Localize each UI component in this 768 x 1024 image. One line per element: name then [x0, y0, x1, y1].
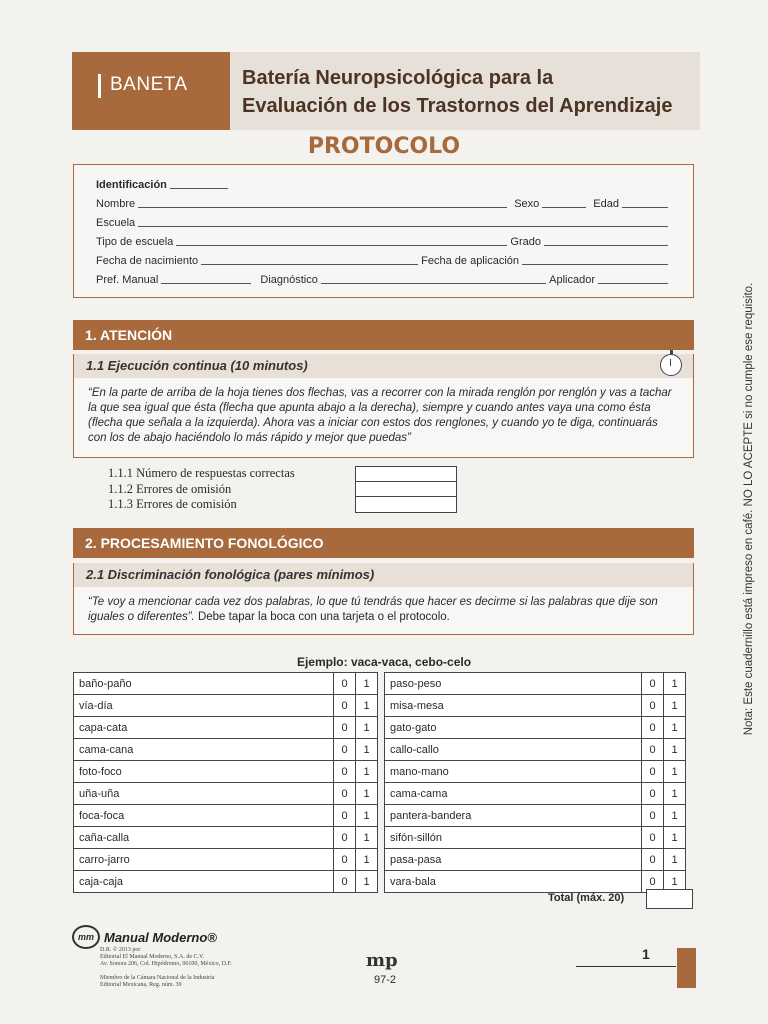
document-title: [242, 64, 673, 120]
sexo-label: Sexo: [514, 198, 540, 210]
score-1-cell[interactable]: 1: [664, 739, 686, 761]
edad-field[interactable]: [622, 207, 668, 208]
section-1-header: 1. ATENCIÓN: [73, 320, 694, 350]
logo-mark-icon: mm: [72, 925, 100, 949]
pair-row: [385, 805, 686, 827]
pair-row: [385, 695, 686, 717]
nombre-field[interactable]: [138, 207, 507, 208]
word-pair: caña-calla: [74, 827, 334, 849]
word-pair: baño-paño: [74, 673, 334, 695]
pair-row: [385, 849, 686, 871]
score-0-cell[interactable]: 0: [642, 761, 664, 783]
score-1-cell[interactable]: 1: [664, 673, 686, 695]
result-omission-box[interactable]: [355, 482, 457, 498]
pair-row: [74, 827, 378, 849]
pair-row: [385, 673, 686, 695]
pair-row: [385, 827, 686, 849]
pair-row: [74, 783, 378, 805]
tipo-escuela-label: Tipo de escuela: [96, 236, 174, 248]
score-1-cell[interactable]: 1: [356, 673, 378, 695]
pub-line: Editorial El Manual Moderno, S.A. de C.V.: [100, 954, 205, 960]
result-correct-box[interactable]: [355, 466, 457, 482]
publisher-info: [100, 947, 232, 989]
word-pair: pasa-pasa: [385, 849, 642, 871]
section-2-instruction-note: Debe tapar la boca con una tarjeta o el protocolo.: [194, 611, 450, 623]
grado-field[interactable]: [544, 245, 668, 246]
word-pair: foca-foca: [74, 805, 334, 827]
section-2-1-header: 2.1 Discriminación fonológica (pares mínimos): [73, 563, 694, 587]
form-row-id: [96, 175, 671, 191]
score-0-cell[interactable]: 0: [642, 827, 664, 849]
aplicador-label: Aplicador: [549, 274, 595, 286]
score-1-cell[interactable]: 1: [664, 717, 686, 739]
logo-text: Manual Moderno®: [104, 929, 217, 945]
identificacion-field[interactable]: [170, 188, 228, 189]
score-1-cell[interactable]: 1: [664, 761, 686, 783]
total-label: Total (máx. 20): [548, 892, 625, 904]
edad-label: Edad: [593, 198, 619, 210]
pair-row: [74, 761, 378, 783]
form-row-name: [96, 194, 671, 210]
score-1-cell[interactable]: 1: [356, 849, 378, 871]
word-pair: capa-cata: [74, 717, 334, 739]
page-tab: [677, 948, 696, 988]
score-0-cell[interactable]: 0: [334, 717, 356, 739]
section-2-instruction-quote: “Te voy a mencionar cada vez dos palabras, lo que tú tendrás que hacer es decirme si las palabras que dije son iguales o diferentes”.: [88, 596, 658, 623]
side-note: [742, 260, 756, 760]
word-pair: gato-gato: [385, 717, 642, 739]
fecha-aplicacion-label: Fecha de aplicación: [421, 255, 519, 267]
word-pair: vía-día: [74, 695, 334, 717]
diagnostico-field[interactable]: [321, 283, 546, 284]
pub-line: [100, 968, 232, 975]
pair-row: [385, 783, 686, 805]
brand-name: BANETA: [110, 74, 188, 95]
result-commission-label: 1.1.3 Errores de comisión: [108, 497, 237, 511]
score-0-cell[interactable]: 0: [642, 717, 664, 739]
score-1-cell[interactable]: 1: [356, 761, 378, 783]
nombre-label: Nombre: [96, 198, 136, 210]
pub-line: Av. Sonora 206, Col. Hipódromo, 06100, México, D.F.: [100, 961, 232, 967]
title-line-1: Batería Neuropsicológica para la: [242, 67, 554, 89]
score-1-cell[interactable]: 1: [664, 695, 686, 717]
score-1-cell[interactable]: 1: [356, 827, 378, 849]
score-1-cell[interactable]: 1: [664, 805, 686, 827]
diagnostico-label: Diagnóstico: [260, 274, 318, 286]
brand-divider: [98, 74, 101, 98]
word-pair: mano-mano: [385, 761, 642, 783]
identificacion-label: Identificación: [96, 179, 167, 191]
score-0-cell[interactable]: 0: [642, 673, 664, 695]
word-pair: sifón-sillón: [385, 827, 642, 849]
section-2-header: 2. PROCESAMIENTO FONOLÓGICO: [73, 528, 694, 558]
pref-manual-field[interactable]: [161, 283, 251, 284]
section-2-instruction: [73, 587, 694, 635]
score-0-cell[interactable]: 0: [642, 783, 664, 805]
result-commission-box[interactable]: [355, 497, 457, 513]
score-1-cell[interactable]: 1: [664, 849, 686, 871]
score-0-cell[interactable]: 0: [642, 805, 664, 827]
brand-box: [72, 52, 230, 130]
score-1-cell[interactable]: 1: [664, 871, 686, 893]
pairs-table-left: [73, 672, 378, 893]
pair-row: [385, 717, 686, 739]
word-pair: foto-foco: [74, 761, 334, 783]
score-0-cell[interactable]: 0: [334, 739, 356, 761]
word-pair: callo-callo: [385, 739, 642, 761]
score-0-cell[interactable]: 0: [334, 849, 356, 871]
title-line-2: Evaluación de los Trastornos del Aprendizaje: [242, 95, 673, 117]
score-0-cell[interactable]: 0: [334, 805, 356, 827]
publisher-logo: [72, 925, 217, 949]
word-pair: vara-bala: [385, 871, 642, 893]
total-box[interactable]: [646, 889, 693, 909]
score-1-cell[interactable]: 1: [356, 805, 378, 827]
protocol-heading: PROTOCOLO: [307, 134, 461, 159]
pair-row: [74, 739, 378, 761]
result-correct-label: 1.1.1 Número de respuestas correctas: [108, 466, 295, 480]
form-row-school: [96, 213, 671, 229]
escuela-field[interactable]: [138, 226, 668, 227]
pair-row: [74, 695, 378, 717]
pair-row: [74, 673, 378, 695]
form-row-manual: [96, 270, 671, 286]
pair-row: [385, 761, 686, 783]
pair-row: [74, 849, 378, 871]
escuela-label: Escuela: [96, 217, 136, 229]
pair-row: [74, 717, 378, 739]
score-0-cell[interactable]: 0: [334, 783, 356, 805]
score-1-cell[interactable]: 1: [356, 739, 378, 761]
page-rule: [576, 966, 676, 967]
score-0-cell[interactable]: 0: [642, 871, 664, 893]
score-0-cell[interactable]: 0: [334, 673, 356, 695]
score-0-cell[interactable]: 0: [334, 827, 356, 849]
pair-row: [74, 805, 378, 827]
results-boxes: [355, 466, 457, 513]
pair-row: [385, 871, 686, 893]
score-0-cell[interactable]: 0: [334, 761, 356, 783]
page-number: 1: [642, 946, 650, 962]
word-pair: misa-mesa: [385, 695, 642, 717]
score-1-cell[interactable]: 1: [356, 783, 378, 805]
score-1-cell[interactable]: 1: [664, 783, 686, 805]
word-pair: pantera-bandera: [385, 805, 642, 827]
pub-line: Editorial Mexicana, Reg. núm. 39: [100, 982, 182, 988]
fecha-aplicacion-field[interactable]: [522, 264, 668, 265]
score-1-cell[interactable]: 1: [356, 717, 378, 739]
form-row-dates: [96, 251, 671, 267]
identification-form: [73, 164, 694, 298]
score-0-cell[interactable]: 0: [642, 739, 664, 761]
score-1-cell[interactable]: 1: [356, 871, 378, 893]
results-list: [108, 466, 295, 513]
grado-label: Grado: [510, 236, 541, 248]
fecha-nacimiento-field[interactable]: [201, 264, 418, 265]
pairs-table-right: [384, 672, 686, 893]
word-pair: carro-jarro: [74, 849, 334, 871]
word-pair: caja-caja: [74, 871, 334, 893]
word-pair: cama-cama: [385, 783, 642, 805]
fecha-nacimiento-label: Fecha de nacimiento: [96, 255, 199, 267]
sexo-field[interactable]: [542, 207, 586, 208]
form-code: 97-2: [374, 974, 397, 986]
score-0-cell[interactable]: 0: [334, 871, 356, 893]
score-0-cell[interactable]: 0: [334, 695, 356, 717]
result-omission-label: 1.1.2 Errores de omisión: [108, 481, 232, 496]
tipo-escuela-field[interactable]: [176, 245, 507, 246]
pub-line: D.R. © 2013 por: [100, 947, 141, 953]
score-0-cell[interactable]: 0: [642, 849, 664, 871]
pub-line: Miembro de la Cámara Nacional de la Industria: [100, 975, 215, 981]
side-note-text: Nota: Este cuadernillo está impreso en café. NO LO ACEPTE si no cumple ese requisito.: [743, 282, 755, 736]
aplicador-field[interactable]: [598, 283, 668, 284]
mp-logo: mp: [366, 950, 398, 971]
word-pair: cama-cana: [74, 739, 334, 761]
word-pair: paso-peso: [385, 673, 642, 695]
section-1-1-header: 1.1 Ejecución continua (10 minutos): [73, 354, 694, 378]
word-pair: uña-uña: [74, 783, 334, 805]
pair-row: [74, 871, 378, 893]
section-1-instruction: “En la parte de arriba de la hoja tienes dos flechas, vas a recorrer con la mirada renglón por renglón y vas a tachar la que sea igual que ésta (flecha que apunta abajo a la derecha), siempre y cuando antes vaya una como ésta (flecha que señala a la izquierda). Ahora vas a iniciar con estos dos renglones, y cuando yo te diga, continuarás con los de abajo haciéndolo lo más rápido y mejor que puedas”: [73, 378, 694, 458]
stopwatch-icon: [660, 354, 682, 376]
example-line: Ejemplo: vaca-vaca, cebo-celo: [296, 655, 472, 669]
pref-manual-label: Pref. Manual: [96, 274, 159, 286]
pair-row: [385, 739, 686, 761]
form-row-school-type: [96, 232, 671, 248]
score-1-cell[interactable]: 1: [664, 827, 686, 849]
score-1-cell[interactable]: 1: [356, 695, 378, 717]
score-0-cell[interactable]: 0: [642, 695, 664, 717]
